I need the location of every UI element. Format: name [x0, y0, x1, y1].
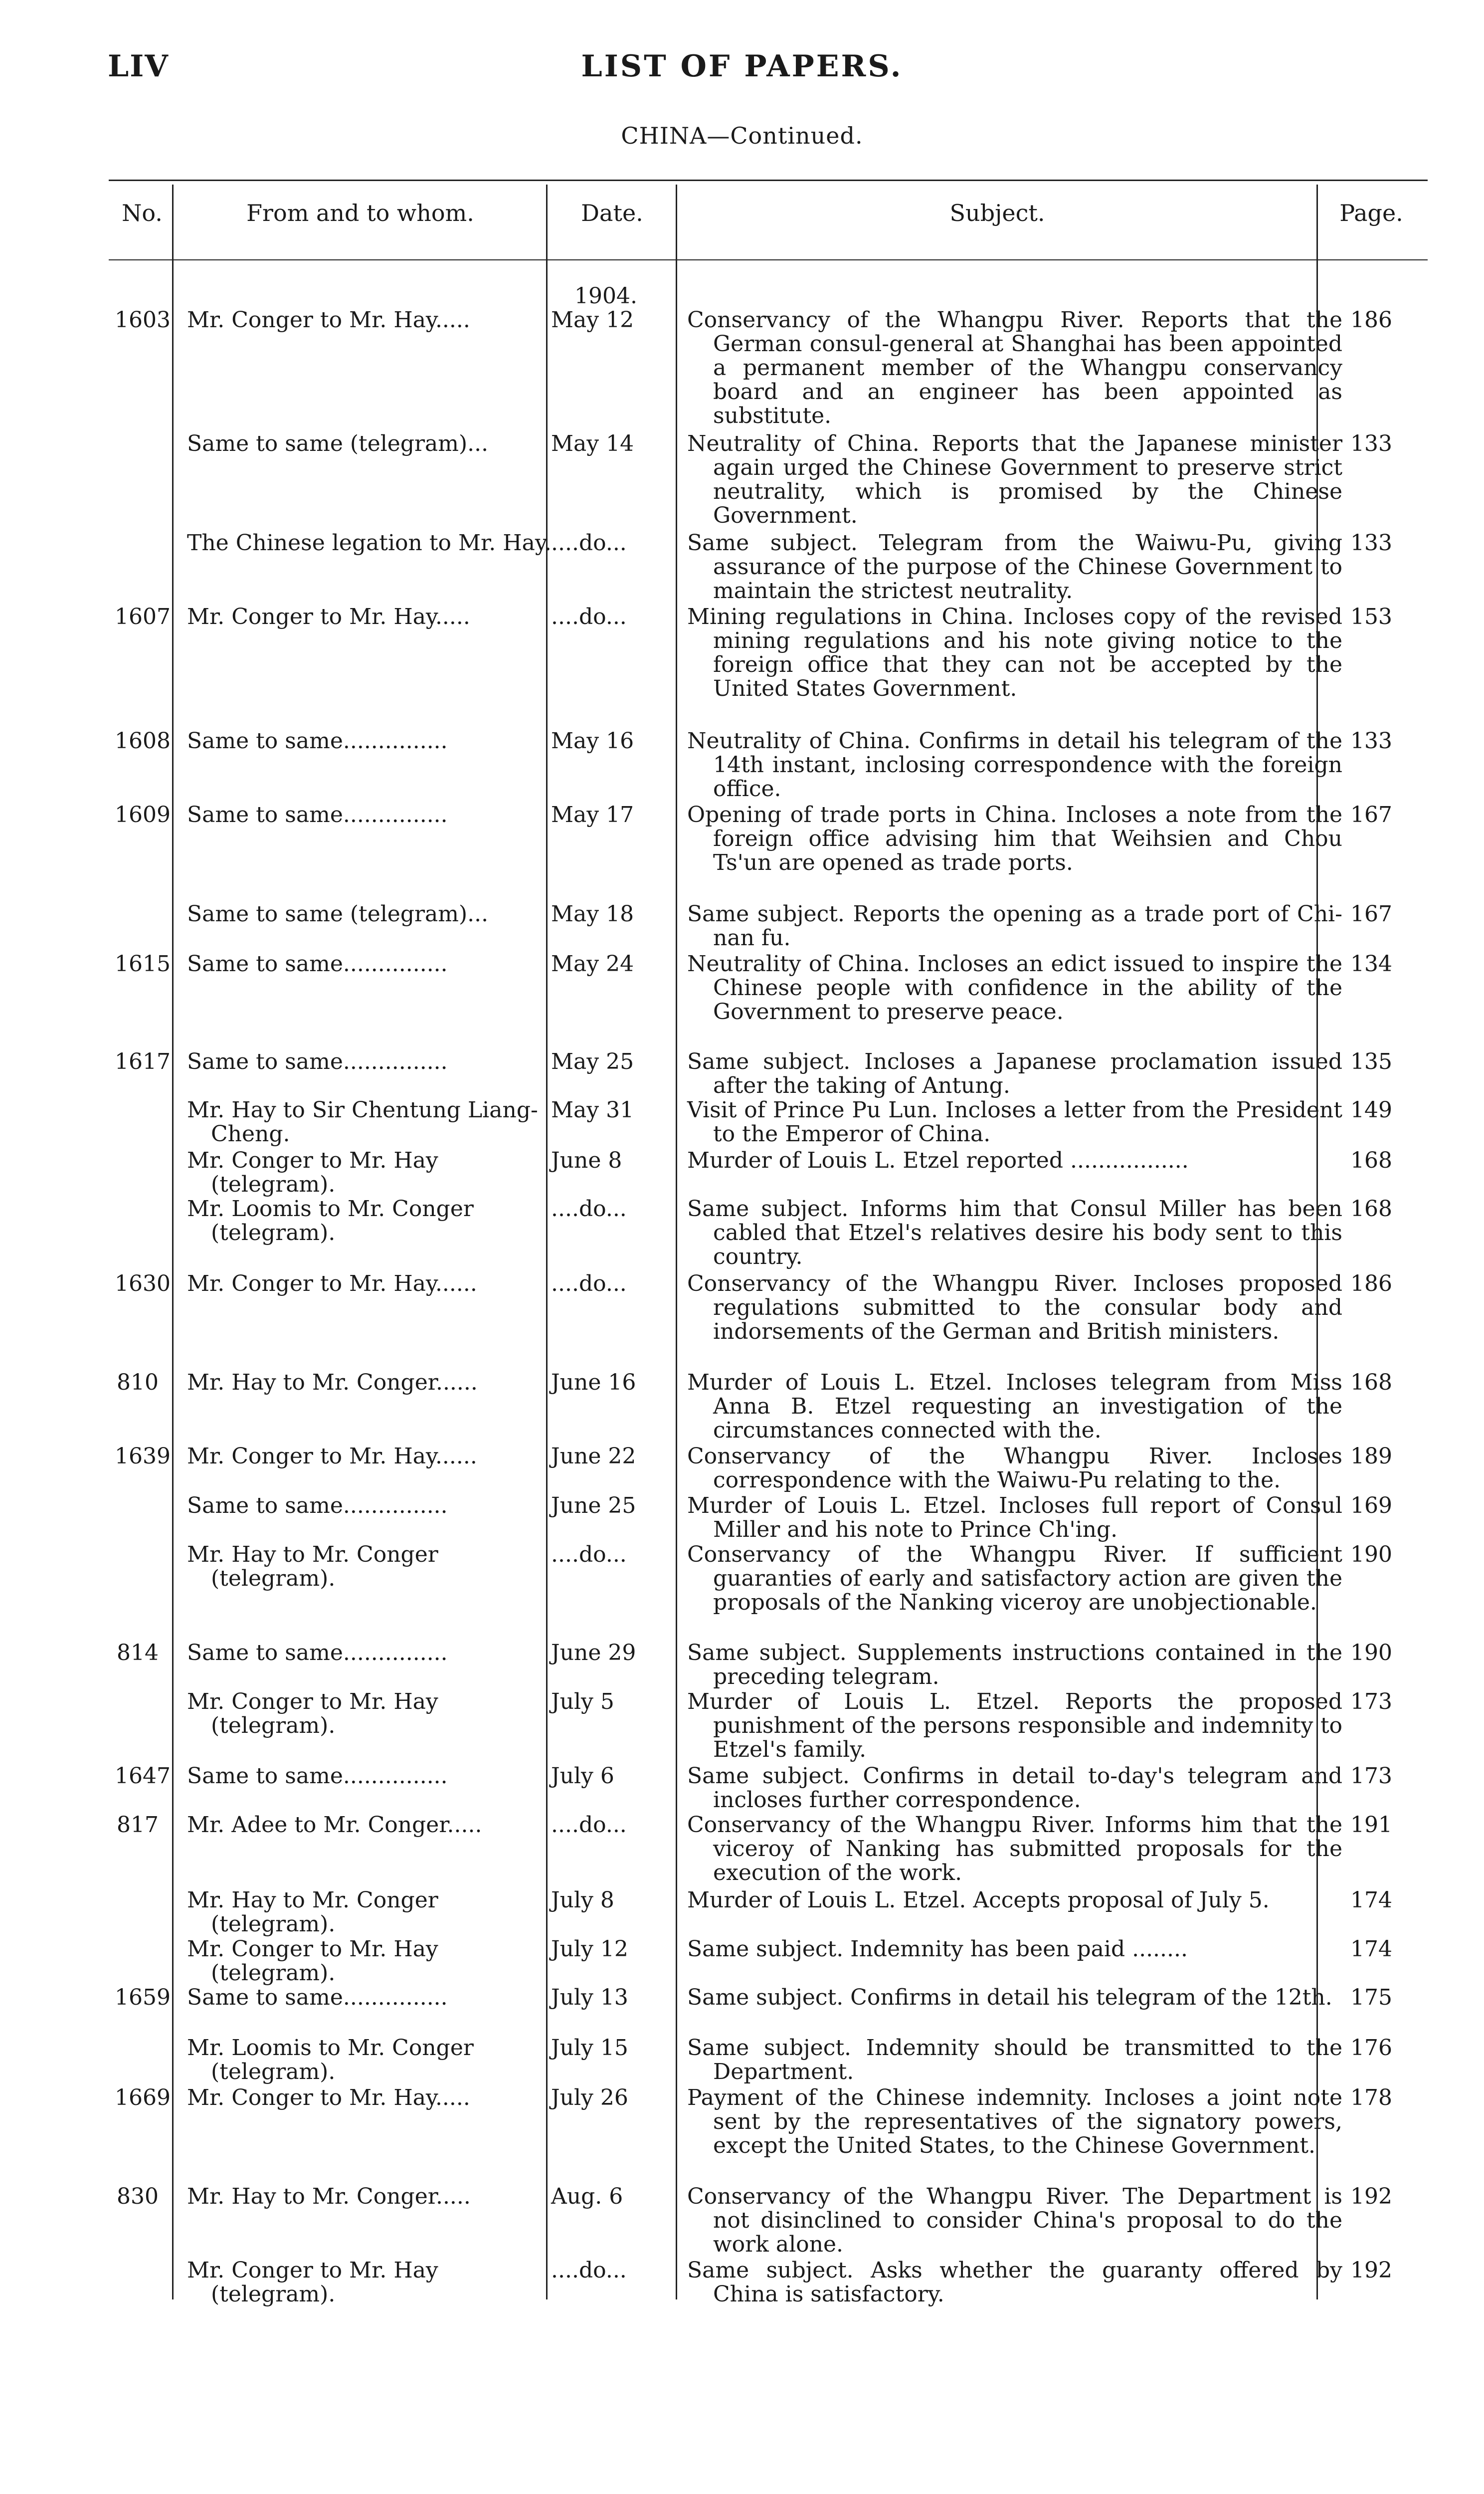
row-date: July 6 [551, 1763, 614, 1789]
row-page: 192 [1350, 2258, 1392, 2283]
column-header-subject: Subject. [949, 200, 1045, 226]
row-page: 168 [1350, 1370, 1392, 1395]
row-subject: Murder of Louis L. Etzel. Reports the proposed punishment of the persons responsible and indemnity to Etzel's family. [687, 1689, 1342, 1762]
row-date: July 15 [551, 2035, 628, 2061]
row-page: 175 [1350, 1985, 1392, 2010]
page-title: LIST OF PAPERS. [581, 49, 903, 84]
row-subject: Opening of trade ports in China. Incloses a note from the foreign office advising him that Weihsien and Chou Ts'un are opened as trade ports. [687, 802, 1342, 875]
row-date: ....do... [551, 604, 627, 629]
column-header-date: Date. [581, 200, 643, 226]
row-from-to: Mr. Adee to Mr. Conger..... [187, 1812, 482, 1838]
row-from-to: Mr. Conger to Mr. Hay (telegram). [187, 1148, 438, 1197]
column-divider [676, 185, 677, 2299]
row-from-to: Mr. Hay to Mr. Conger (telegram). [187, 1542, 438, 1591]
row-subject: Same subject. Supplements instructions contained in the preceding telegram. [687, 1640, 1342, 1689]
row-from-to: Mr. Conger to Mr. Hay (telegram). [187, 1936, 438, 1986]
row-date: May 17 [551, 802, 634, 828]
row-date: Aug. 6 [551, 2184, 623, 2209]
row-subject: Conservancy of the Whangpu River. Informs him that the viceroy of Nanking has submitted proposals for the execution of the work. [687, 1812, 1342, 1885]
row-from-to: Mr. Loomis to Mr. Conger (telegram). [187, 1196, 474, 1246]
row-page: 167 [1350, 901, 1392, 927]
row-page: 133 [1350, 728, 1392, 754]
row-date: June 25 [551, 1493, 636, 1518]
row-subject: Murder of Louis L. Etzel. Incloses full report of Consul Miller and his note to Prince Ch'ing. [687, 1493, 1342, 1542]
row-subject: Murder of Louis L. Etzel reported ................. [687, 1148, 1189, 1173]
row-from-to: Same to same............... [187, 1493, 448, 1518]
row-number: 1647 [115, 1763, 171, 1789]
row-subject: Mining regulations in China. Incloses copy of the revised mining regulations and his note giving notice to the foreign office that they can not be accepted by the United States Government. [687, 604, 1342, 701]
row-subject: Visit of Prince Pu Lun. Incloses a letter from the President to the Emperor of China. [687, 1097, 1342, 1147]
row-page: 174 [1350, 1887, 1392, 1913]
row-subject: Neutrality of China. Reports that the Japanese minister again urged the Chinese Government to preserve strict neutrality, which is promised by the Chinese Government. [687, 431, 1342, 528]
row-date: July 13 [551, 1985, 628, 2010]
row-page: 149 [1350, 1097, 1392, 1123]
row-page: 176 [1350, 2035, 1392, 2061]
row-date: July 8 [551, 1887, 614, 1913]
row-subject: Murder of Louis L. Etzel. Accepts proposal of July 5. [687, 1887, 1270, 1913]
row-from-to: Mr. Loomis to Mr. Conger (telegram). [187, 2035, 474, 2084]
row-number: 1669 [115, 2085, 171, 2110]
table-top-rule [109, 180, 1428, 181]
row-date: May 16 [551, 728, 634, 754]
row-page: 189 [1350, 1444, 1392, 1469]
row-subject: Same subject. Confirms in detail his telegram of the 12th. [687, 1985, 1332, 2010]
row-date: ....do... [551, 1542, 627, 1567]
row-subject: Conservancy of the Whangpu River. If sufficient guaranties of early and satisfactory action are given the proposals of the Nanking viceroy are unobjectionable. [687, 1542, 1342, 1615]
column-divider [172, 185, 174, 2299]
row-from-to: Same to same............... [187, 802, 448, 828]
header-bottom-rule [109, 259, 1428, 260]
row-page: 173 [1350, 1763, 1392, 1789]
row-number: 830 [117, 2184, 159, 2209]
row-date: ....do... [551, 1271, 627, 1296]
row-date: July 12 [551, 1936, 628, 1962]
row-date: ....do... [551, 1812, 627, 1838]
row-from-to: Same to same............... [187, 1763, 448, 1789]
row-page: 192 [1350, 2184, 1392, 2209]
row-date: May 25 [551, 1049, 634, 1074]
row-date: May 18 [551, 901, 634, 927]
row-subject: Same subject. Confirms in detail to-day's telegram and incloses further correspondence. [687, 1763, 1342, 1813]
row-from-to: Same to same............... [187, 1049, 448, 1074]
row-from-to: Same to same............... [187, 951, 448, 977]
row-subject: Same subject. Indemnity should be transmitted to the Department. [687, 2035, 1342, 2084]
row-date: May 14 [551, 431, 634, 456]
row-page: 190 [1350, 1542, 1392, 1567]
column-header-no: No. [122, 200, 163, 226]
row-date: June 29 [551, 1640, 636, 1665]
row-from-to: Mr. Conger to Mr. Hay..... [187, 2085, 470, 2110]
year-label: 1904. [574, 283, 637, 309]
row-subject: Conservancy of the Whangpu River. The Department is not disinclined to consider China's proposal to do the work alone. [687, 2184, 1342, 2257]
section-subtitle: CHINA—Continued. [621, 122, 863, 149]
row-date: ....do... [551, 530, 627, 556]
row-page: 135 [1350, 1049, 1392, 1074]
row-page: 186 [1350, 307, 1392, 333]
row-page: 153 [1350, 604, 1392, 629]
row-date: May 12 [551, 307, 634, 333]
row-subject: Same subject. Telegram from the Waiwu-Pu, giving assurance of the purpose of the Chinese Government to maintain the strictest neutrality. [687, 530, 1342, 604]
row-page: 190 [1350, 1640, 1392, 1665]
row-subject: Conservancy of the Whangpu River. Reports that the German consul-general at Shanghai has been appointed a permanent member of the Whangpu conservancy board and an engineer has been appointed as substitute. [687, 307, 1342, 428]
row-page: 133 [1350, 431, 1392, 456]
row-from-to: Mr. Conger to Mr. Hay..... [187, 604, 470, 629]
row-subject: Same subject. Asks whether the guaranty offered by China is satisfactory. [687, 2258, 1342, 2307]
row-subject: Neutrality of China. Confirms in detail his telegram of the 14th instant, inclosing correspondence with the foreign office. [687, 728, 1342, 802]
row-from-to: Same to same............... [187, 728, 448, 754]
row-from-to: Mr. Hay to Sir Chentung Liang-Cheng. [187, 1097, 538, 1147]
column-header-page: Page. [1339, 200, 1403, 226]
row-page: 133 [1350, 530, 1392, 556]
row-number: 1615 [115, 951, 171, 977]
row-from-to: Mr. Conger to Mr. Hay (telegram). [187, 2258, 438, 2307]
row-subject: Payment of the Chinese indemnity. Incloses a joint note sent by the representatives of the signatory powers, except the United States, to the Chinese Government. [687, 2085, 1342, 2158]
row-page: 134 [1350, 951, 1392, 977]
row-date: July 5 [551, 1689, 614, 1714]
column-header-from: From and to whom. [246, 200, 474, 226]
row-number: 1609 [115, 802, 171, 828]
row-subject: Neutrality of China. Incloses an edict issued to inspire the Chinese people with confidence in the ability of the Government to preserve peace. [687, 951, 1342, 1025]
row-date: June 22 [551, 1444, 636, 1469]
row-page: 168 [1350, 1196, 1392, 1222]
row-date: July 26 [551, 2085, 628, 2110]
row-from-to: Mr. Conger to Mr. Hay...... [187, 1271, 477, 1296]
row-from-to: Mr. Hay to Mr. Conger...... [187, 1370, 478, 1395]
row-date: May 31 [551, 1097, 634, 1123]
row-from-to: Mr. Hay to Mr. Conger..... [187, 2184, 471, 2209]
row-from-to: Mr. Conger to Mr. Hay (telegram). [187, 1689, 438, 1738]
row-from-to: The Chinese legation to Mr. Hay. [187, 530, 552, 556]
row-subject: Same subject. Indemnity has been paid ........ [687, 1936, 1188, 1962]
row-subject: Murder of Louis L. Etzel. Incloses telegram from Miss Anna B. Etzel requesting an investigation of the circumstances connected with the. [687, 1370, 1342, 1443]
row-from-to: Same to same (telegram)... [187, 901, 489, 927]
row-page: 174 [1350, 1936, 1392, 1962]
row-number: 1608 [115, 728, 171, 754]
row-date: ....do... [551, 1196, 627, 1222]
row-number: 1659 [115, 1985, 171, 2010]
row-from-to: Mr. Conger to Mr. Hay..... [187, 307, 470, 333]
row-subject: Same subject. Informs him that Consul Miller has been cabled that Etzel's relatives desire his body sent to this country. [687, 1196, 1342, 1269]
row-number: 1607 [115, 604, 171, 629]
row-date: June 16 [551, 1370, 636, 1395]
row-page: 178 [1350, 2085, 1392, 2110]
row-subject: Conservancy of the Whangpu River. Incloses proposed regulations submitted to the consular body and indorsements of the German and British ministers. [687, 1271, 1342, 1344]
row-date: June 8 [551, 1148, 622, 1173]
row-from-to: Same to same (telegram)... [187, 431, 489, 456]
row-number: 1630 [115, 1271, 171, 1296]
row-from-to: Mr. Conger to Mr. Hay...... [187, 1444, 477, 1469]
row-subject: Conservancy of the Whangpu River. Incloses correspondence with the Waiwu-Pu relating to the. [687, 1444, 1342, 1493]
row-page: 173 [1350, 1689, 1392, 1714]
row-page: 186 [1350, 1271, 1392, 1296]
row-page: 168 [1350, 1148, 1392, 1173]
row-page: 167 [1350, 802, 1392, 828]
row-subject: Same subject. Incloses a Japanese proclamation issued after the taking of Antung. [687, 1049, 1342, 1098]
row-number: 817 [117, 1812, 159, 1838]
row-number: 1617 [115, 1049, 171, 1074]
row-date: ....do... [551, 2258, 627, 2283]
row-from-to: Mr. Hay to Mr. Conger (telegram). [187, 1887, 438, 1937]
row-number: 1639 [115, 1444, 171, 1469]
row-number: 1603 [115, 307, 171, 333]
row-page: 191 [1350, 1812, 1392, 1838]
row-from-to: Same to same............... [187, 1985, 448, 2010]
row-from-to: Same to same............... [187, 1640, 448, 1665]
row-number: 810 [117, 1370, 159, 1395]
row-date: May 24 [551, 951, 634, 977]
page-number: LIV [108, 49, 169, 84]
row-page: 169 [1350, 1493, 1392, 1518]
row-subject: Same subject. Reports the opening as a trade port of Chi-nan fu. [687, 901, 1342, 951]
row-number: 814 [117, 1640, 159, 1665]
